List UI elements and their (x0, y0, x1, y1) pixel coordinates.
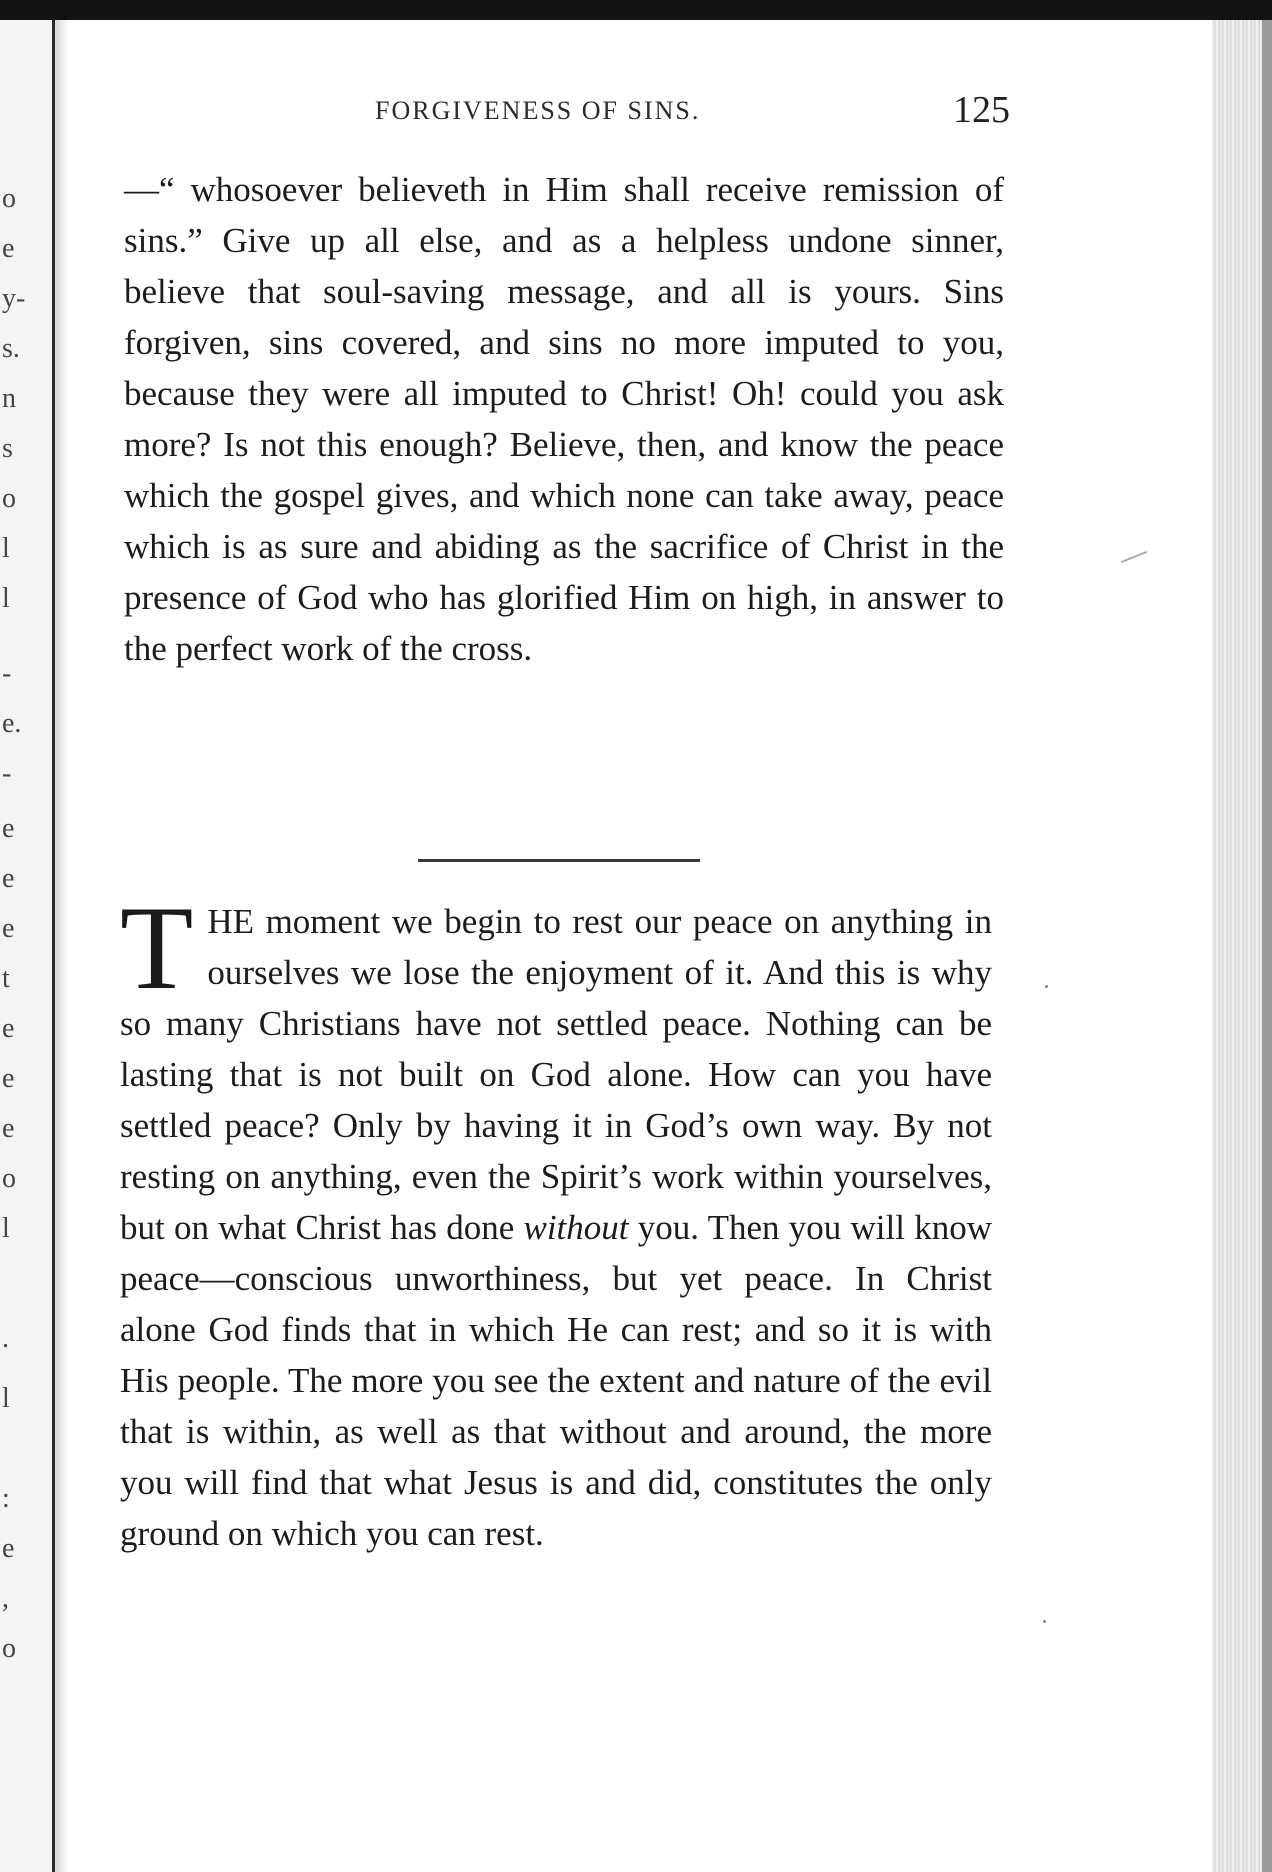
facing-page-fragment: e (2, 1013, 15, 1044)
facing-page-fragment: : (2, 1483, 10, 1514)
gutter-shadow (55, 20, 69, 1872)
section-divider-rule (418, 859, 700, 862)
facing-page-fragment: l (2, 1213, 10, 1244)
facing-page-fragment: - (2, 658, 12, 689)
emphasized-word: without (523, 1208, 629, 1247)
facing-page-fragment: e (2, 1113, 15, 1144)
facing-page-fragment: e (2, 863, 15, 894)
facing-page-fragment: o (2, 1633, 16, 1664)
facing-page-fragment: l (2, 1383, 10, 1414)
facing-page-fragment: s (2, 433, 13, 464)
scan-speck (1121, 551, 1148, 563)
facing-page-fragment: o (2, 1163, 16, 1194)
page-header (120, 88, 1010, 138)
facing-page-edge (0, 20, 55, 1872)
page-number: 125 (953, 89, 1010, 131)
facing-page-fragment: - (2, 758, 12, 789)
facing-page-fragment: e (2, 1533, 15, 1564)
facing-page-fragment: e (2, 1063, 15, 1094)
book-cover-edge (1262, 20, 1272, 1872)
paragraph-continued: —“ whosoever believeth in Him shall receive remission of sins.” Give up all else, and as a helpless undone sinner, believe that soul-saving message, and all is yours. Sins forgiven, sins covered, and sins no more imputed to you, because they were all imputed to Christ! Oh! could you ask more? Is not this enough? Believe, then, and know the peace which the gospel gives, and which none can take away, peace which is as sure and abiding as the sacrifice of Christ in the presence of God who has glorified Him on high, in answer to the perfect work of the cross. (124, 170, 1004, 668)
facing-page-fragment: n (2, 383, 16, 414)
facing-page-fragment: e (2, 813, 15, 844)
drop-cap: T (120, 881, 194, 1014)
facing-page-fragment: o (2, 183, 16, 214)
facing-page-fragment: s. (2, 333, 20, 364)
book-top-edge (0, 0, 1272, 20)
running-title: FORGIVENESS OF SINS. (375, 96, 701, 125)
scan-speck (1043, 1620, 1046, 1623)
facing-page-fragment: y- (2, 283, 26, 314)
paragraph-text: you. Then you will know peace—conscious unworthiness, but yet peace. In Christ alone God finds that in which He can rest; and so it is with His people. The more you see the extent and nature of the evil that is within, as well as that without and around, the more you will find that what Jesus is and did, constitutes the only ground on which you can rest. (120, 1208, 992, 1553)
paragraph-text: HE moment we begin to rest our peace on anything in ourselves we lose the enjoyment of it. And this is why so many Christians have not settled peace. Nothing can be lasting that is not built on God alone. How can you have settled peace? Only by having it in God’s own way. By not resting on anything, even the Spirit’s work within yourselves, but on what Christ has done (120, 902, 992, 1247)
paragraph-new-section (120, 881, 992, 1559)
facing-page-fragment: e. (2, 708, 22, 739)
facing-page-fragment: o (2, 483, 16, 514)
facing-page-fragment: e (2, 233, 15, 264)
facing-page-fragment: . (2, 1323, 9, 1354)
facing-page-fragment: l (2, 533, 10, 564)
facing-page-fragment: , (2, 1583, 9, 1614)
facing-page-fragment: t (2, 963, 10, 994)
scan-speck (1045, 985, 1048, 988)
facing-page-fragment: l (2, 583, 10, 614)
facing-page-fragment: e (2, 913, 15, 944)
